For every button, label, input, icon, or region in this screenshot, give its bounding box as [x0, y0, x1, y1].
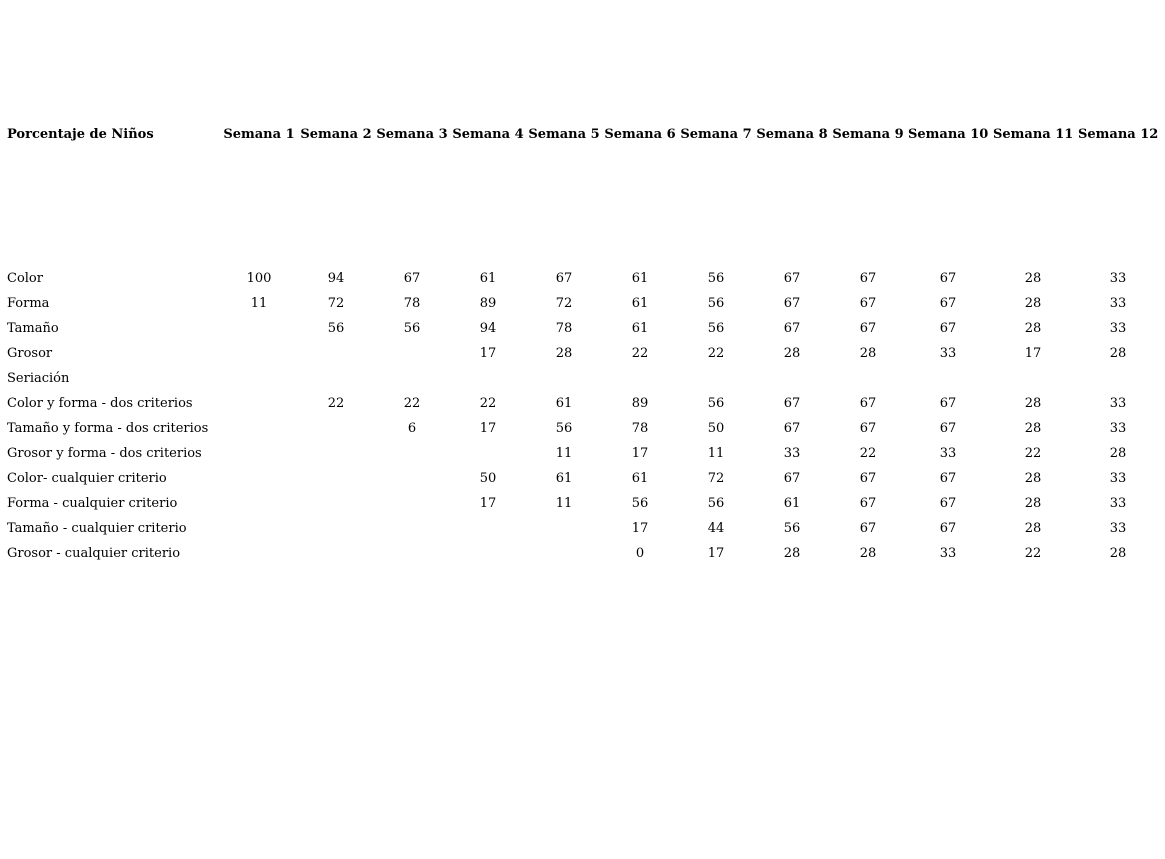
- row-label: Forma: [7, 296, 50, 311]
- table-cell: 67: [783, 271, 801, 286]
- table-title: Porcentaje de Niños: [7, 127, 154, 142]
- week-header: Semana 6: [604, 127, 676, 142]
- table-cell: 67: [555, 271, 573, 286]
- table-cell: 56: [403, 321, 421, 336]
- row-label: Tamaño y forma - dos criterios: [7, 421, 209, 436]
- table-cell: 56: [707, 496, 725, 511]
- row-label: Grosor - cualquier criterio: [7, 546, 181, 561]
- week-header: Semana 12: [1078, 127, 1159, 142]
- table-cell: 67: [859, 396, 877, 411]
- table-cell: 78: [403, 296, 421, 311]
- table-row: [0, 294, 1165, 314]
- table-cell: 22: [403, 396, 421, 411]
- table-cell: 33: [939, 546, 957, 561]
- week-header: Semana 4: [452, 127, 524, 142]
- table-cell: 22: [327, 396, 345, 411]
- table-cell: 28: [1109, 546, 1127, 561]
- table-cell: 28: [1024, 296, 1042, 311]
- table-cell: 67: [859, 471, 877, 486]
- table-cell: 67: [859, 421, 877, 436]
- table-cell: 11: [707, 446, 725, 461]
- row-label: Color- cualquier criterio: [7, 471, 167, 486]
- table-cell: 61: [555, 396, 573, 411]
- week-header: Semana 2: [300, 127, 372, 142]
- table-cell: 61: [631, 296, 649, 311]
- table-cell: 67: [939, 396, 957, 411]
- table-cell: 28: [783, 546, 801, 561]
- week-header: Semana 9: [832, 127, 904, 142]
- row-label: Tamaño: [7, 321, 59, 336]
- table-cell: 67: [403, 271, 421, 286]
- table-cell: 22: [859, 446, 877, 461]
- table-cell: 56: [555, 421, 573, 436]
- table-cell: 33: [939, 346, 957, 361]
- table-cell: 67: [939, 271, 957, 286]
- table-cell: 89: [631, 396, 649, 411]
- table-cell: 61: [631, 271, 649, 286]
- table-cell: 6: [407, 421, 417, 436]
- table-cell: 61: [479, 271, 497, 286]
- table-cell: 67: [783, 471, 801, 486]
- week-header: Semana 1: [223, 127, 295, 142]
- table-cell: 72: [555, 296, 573, 311]
- week-header: Semana 10: [908, 127, 989, 142]
- table-row: [0, 344, 1165, 364]
- table-cell: 28: [1024, 521, 1042, 536]
- table-cell: 61: [555, 471, 573, 486]
- row-label: Color: [7, 271, 43, 286]
- table-cell: 67: [783, 421, 801, 436]
- table-cell: 67: [783, 296, 801, 311]
- table-cell: 67: [939, 471, 957, 486]
- table-cell: 0: [635, 546, 645, 561]
- table-cell: 61: [631, 471, 649, 486]
- row-label: Color y forma - dos criterios: [7, 396, 193, 411]
- table-cell: 33: [783, 446, 801, 461]
- table-cell: 67: [783, 321, 801, 336]
- table-cell: 56: [783, 521, 801, 536]
- table-cell: 28: [859, 346, 877, 361]
- table-cell: 67: [859, 521, 877, 536]
- table-cell: 22: [631, 346, 649, 361]
- table-row: [0, 444, 1165, 464]
- table-cell: 11: [555, 496, 573, 511]
- table-cell: 67: [783, 396, 801, 411]
- table-row: [0, 369, 1165, 389]
- table-row: [0, 469, 1165, 489]
- table-cell: 28: [555, 346, 573, 361]
- table-cell: 17: [631, 521, 649, 536]
- table-cell: 56: [631, 496, 649, 511]
- table-row: [0, 494, 1165, 514]
- table-cell: 22: [479, 396, 497, 411]
- table-row: [0, 319, 1165, 339]
- table-cell: 33: [1109, 296, 1127, 311]
- table-cell: 56: [707, 271, 725, 286]
- table-cell: 67: [939, 421, 957, 436]
- table-cell: 44: [707, 521, 725, 536]
- table-cell: 56: [707, 296, 725, 311]
- table-cell: 67: [939, 296, 957, 311]
- table-cell: 17: [479, 346, 497, 361]
- table-cell: 11: [250, 296, 268, 311]
- week-header: Semana 5: [528, 127, 600, 142]
- table-cell: 89: [479, 296, 497, 311]
- week-header: Semana 11: [993, 127, 1074, 142]
- table-cell: 17: [707, 546, 725, 561]
- table-cell: 22: [707, 346, 725, 361]
- table-cell: 17: [1024, 346, 1042, 361]
- table-cell: 33: [1109, 321, 1127, 336]
- table-cell: 17: [479, 421, 497, 436]
- row-label: Grosor y forma - dos criterios: [7, 446, 202, 461]
- table-row: [0, 544, 1165, 564]
- week-header: Semana 8: [756, 127, 828, 142]
- table-cell: 28: [1024, 471, 1042, 486]
- table-cell: 28: [1109, 346, 1127, 361]
- table-row: [0, 519, 1165, 539]
- table-cell: 67: [859, 321, 877, 336]
- table-cell: 33: [1109, 421, 1127, 436]
- table-cell: 17: [631, 446, 649, 461]
- table-cell: 28: [1024, 396, 1042, 411]
- table-row: [0, 419, 1165, 439]
- table-cell: 28: [1109, 446, 1127, 461]
- table-cell: 67: [939, 321, 957, 336]
- table-cell: 78: [555, 321, 573, 336]
- row-label: Forma - cualquier criterio: [7, 496, 178, 511]
- week-header: Semana 3: [376, 127, 448, 142]
- table-cell: 22: [1024, 446, 1042, 461]
- table-cell: 61: [783, 496, 801, 511]
- table-cell: 28: [1024, 321, 1042, 336]
- table-cell: 72: [707, 471, 725, 486]
- row-label: Seriación: [7, 371, 70, 386]
- table-cell: 94: [479, 321, 497, 336]
- table-cell: 100: [246, 271, 272, 286]
- table-cell: 67: [859, 271, 877, 286]
- table-cell: 67: [859, 296, 877, 311]
- table-cell: 28: [783, 346, 801, 361]
- table-cell: 33: [1109, 521, 1127, 536]
- table-cell: 56: [327, 321, 345, 336]
- table-cell: 33: [1109, 271, 1127, 286]
- table-cell: 78: [631, 421, 649, 436]
- table-cell: 33: [939, 446, 957, 461]
- table-cell: 56: [707, 321, 725, 336]
- table-cell: 28: [1024, 496, 1042, 511]
- table-cell: 17: [479, 496, 497, 511]
- table-cell: 67: [859, 496, 877, 511]
- week-header: Semana 7: [680, 127, 752, 142]
- row-label: Grosor: [7, 346, 53, 361]
- row-label: Tamaño - cualquier criterio: [7, 521, 187, 536]
- table-cell: 28: [1024, 421, 1042, 436]
- table-cell: 22: [1024, 546, 1042, 561]
- table-cell: 33: [1109, 496, 1127, 511]
- table-cell: 67: [939, 496, 957, 511]
- table-cell: 28: [859, 546, 877, 561]
- table-cell: 33: [1109, 396, 1127, 411]
- table-cell: 72: [327, 296, 345, 311]
- table-cell: 11: [555, 446, 573, 461]
- table-cell: 67: [939, 521, 957, 536]
- table-cell: 94: [327, 271, 345, 286]
- table-cell: 50: [479, 471, 497, 486]
- table-row: [0, 269, 1165, 289]
- table-row: [0, 394, 1165, 414]
- table-cell: 28: [1024, 271, 1042, 286]
- table-cell: 50: [707, 421, 725, 436]
- table-cell: 33: [1109, 471, 1127, 486]
- table-cell: 56: [707, 396, 725, 411]
- table-cell: 61: [631, 321, 649, 336]
